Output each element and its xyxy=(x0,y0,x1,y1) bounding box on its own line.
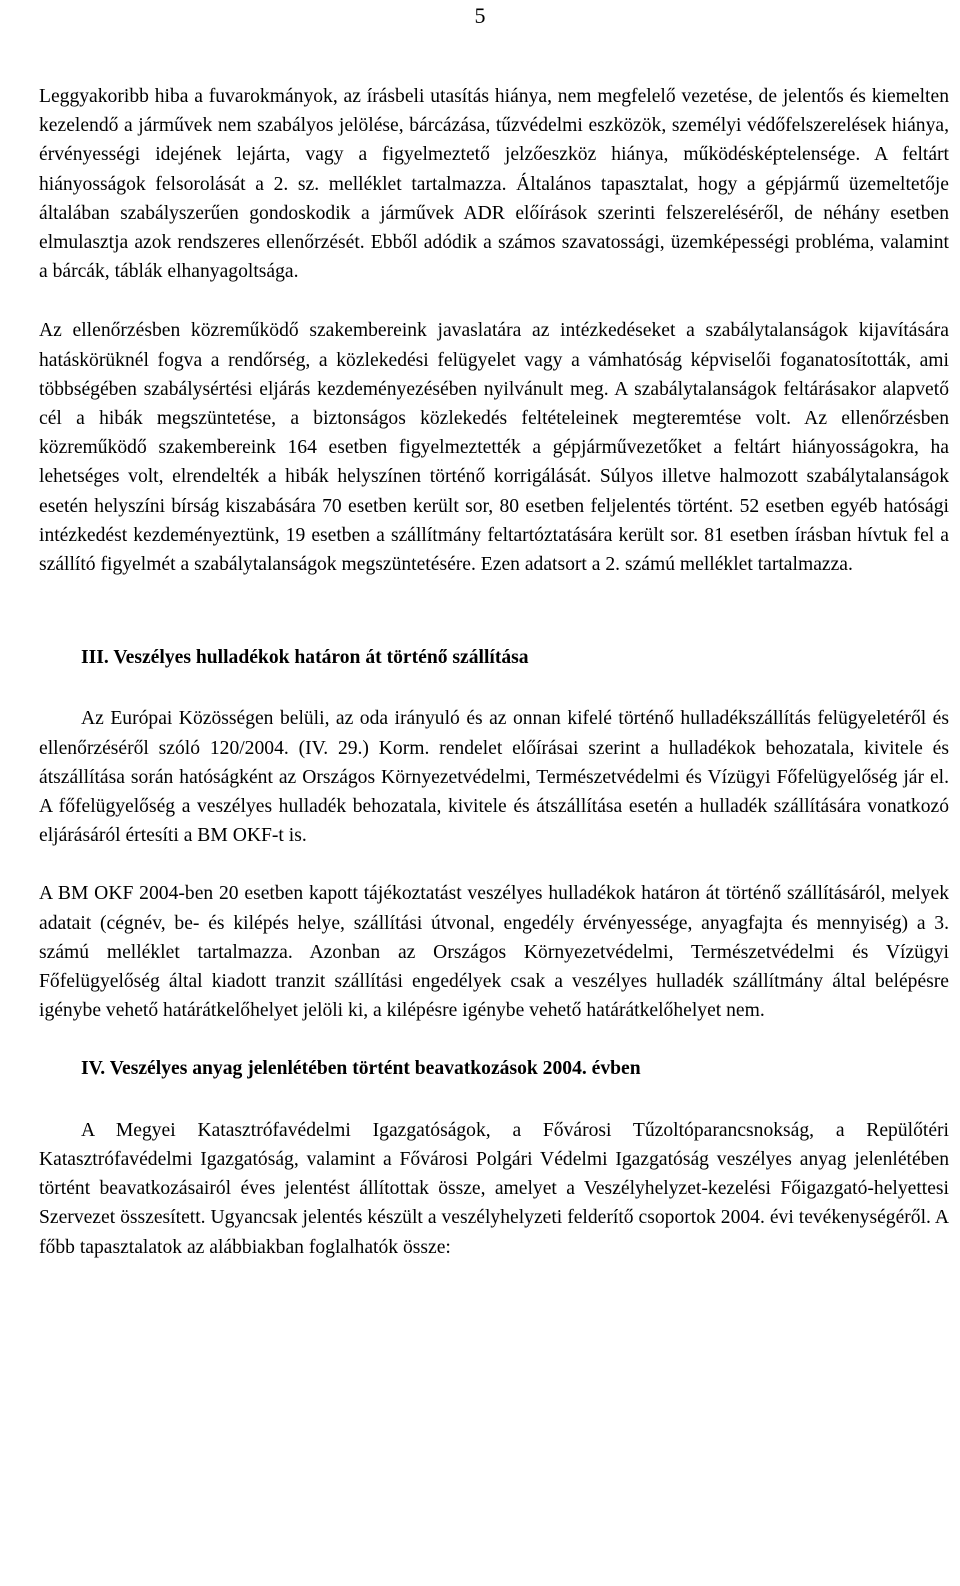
section-heading-iv: IV. Veszélyes anyag jelenlétében történt beavatkozások 2004. évben xyxy=(81,1058,641,1080)
paragraph-bm-okf-notifications: A BM OKF 2004-ben 20 esetben kapott tájékoztatást veszélyes hulladékok határon át történő szállításáról, melyek adatait (cégnév, be- és kilépés helye, szállítási útvonal, engedély érvényessége, anyagfajta és mennyiség) a 3. számú melléklet tartalmazza. Azonban az Országos Környezetvédelmi, Természetvédelmi és Vízügyi Főfelügyelőség által kiadott tranzit szállítási engedélyek csak a veszélyes hulladék szállítmány által belépésre igénybe vehető határátkelőhelyet jelöli ki, a kilépésre igénybe vehető határátkelőhelyet nem. xyxy=(39,883,949,1022)
paragraph-interventions-summary: A Megyei Katasztrófavédelmi Igazgatóságok, a Fővárosi Tűzoltóparancsnokság, a Repülőtéri Katasztrófavédelmi Igazgatóság, valamint a Fővárosi Polgári Védelmi Igazgatóság veszélyes anyag jelenlétében történt beavatkozásairól éves jelentést állítottak össze, amelyet a Veszélyhelyzet-kezelési Főigazgató-helyettesi Szervezet összesített. Ugyancsak jelentés készült a veszélyhelyzeti felderítő csoportok 2004. évi tevékenységéről. A főbb tapasztalatok az alábbiakban foglalhatók össze: xyxy=(39,1119,949,1258)
section-heading-iii: III. Veszélyes hulladékok határon át történő szállítása xyxy=(81,647,529,669)
document-body xyxy=(39,82,949,1262)
page-number: 5 xyxy=(474,3,486,28)
paragraph-inspection-measures: Az ellenőrzésben közreműködő szakembereink javaslatára az intézkedéseket a szabálytalanságok kijavítására hatáskörüknél fogva a rendőrség, a közlekedési felügyelet vagy a vámhatóság képviselői foganatosították, ami többségében szabálysértési eljárás kezdeményezésében nyilvánult meg. A szabálytalanságok feltárásakor alapvető cél a hibák megszüntetése, a biztonságos közlekedés feltételeinek megteremtése volt. Az ellenőrzésben közreműködő szakembereink 164 esetben figyelmeztették a gépjárművezetőket a feltárt hiányosságokra, ha lehetséges volt, elrendelték a hibák helyszínen történő korrigálását. Súlyos illetve halmozott szabálytalanságok esetén helyszíni bírság kiszabására 70 esetben került sor, 80 esetben feljelentés történt. 52 esetben egyéb hatósági intézkedést kezdeményeztünk, 19 esetben a szállítmány feltartóztatására került sor. 81 esetben írásban hívtuk fel a szállító figyelmét a szabálytalanságok megszüntetésére. Ezen adatsort a 2. számú melléklet tartalmazza. xyxy=(39,320,949,576)
paragraph-eu-waste-shipment: Az Európai Közösségen belüli, az oda irányuló és az onnan kifelé történő hulladékszállítás felügyeletéről és ellenőrzéséről szóló 120/2004. (IV. 29.) Korm. rendelet előírásai szerint a hulladékok behozatala, kivitele és átszállítása során hatóságként az Országos Környezetvédelmi, Természetvédelmi és Vízügyi Főfelügyelőség jár el. A főfelügyelőség a veszélyes hulladék behozatala, kivitele és átszállítása esetén a hulladék szállítására vonatkozó eljárásáról értesíti a BM OKF-t is. xyxy=(39,708,949,847)
paragraph-common-errors: Leggyakoribb hiba a fuvarokmányok, az írásbeli utasítás hiánya, nem megfelelő vezetése, de jelentős és kiemelten kezelendő a járművek nem szabályos jelölése, bárcázása, tűzvédelmi eszközök, személyi védőfelszerelések hiánya, érvényességi idejének lejárta, vagy a figyelmeztető jelzőeszköz hiánya, működésképtelensége. A feltárt hiányosságok felsorolását a 2. sz. melléklet tartalmazza. Általános tapasztalat, hogy a gépjármű üzemeltetője általában szabályszerűen gondoskodik a járművek ADR előírások szerinti felszereléséről, de néhány esetben elmulasztja azok rendszeres ellenőrzését. Ebből adódik a számos szavatossági, üzemképességi probléma, valamint a bárcák, táblák elhanyagoltsága. xyxy=(39,86,949,283)
